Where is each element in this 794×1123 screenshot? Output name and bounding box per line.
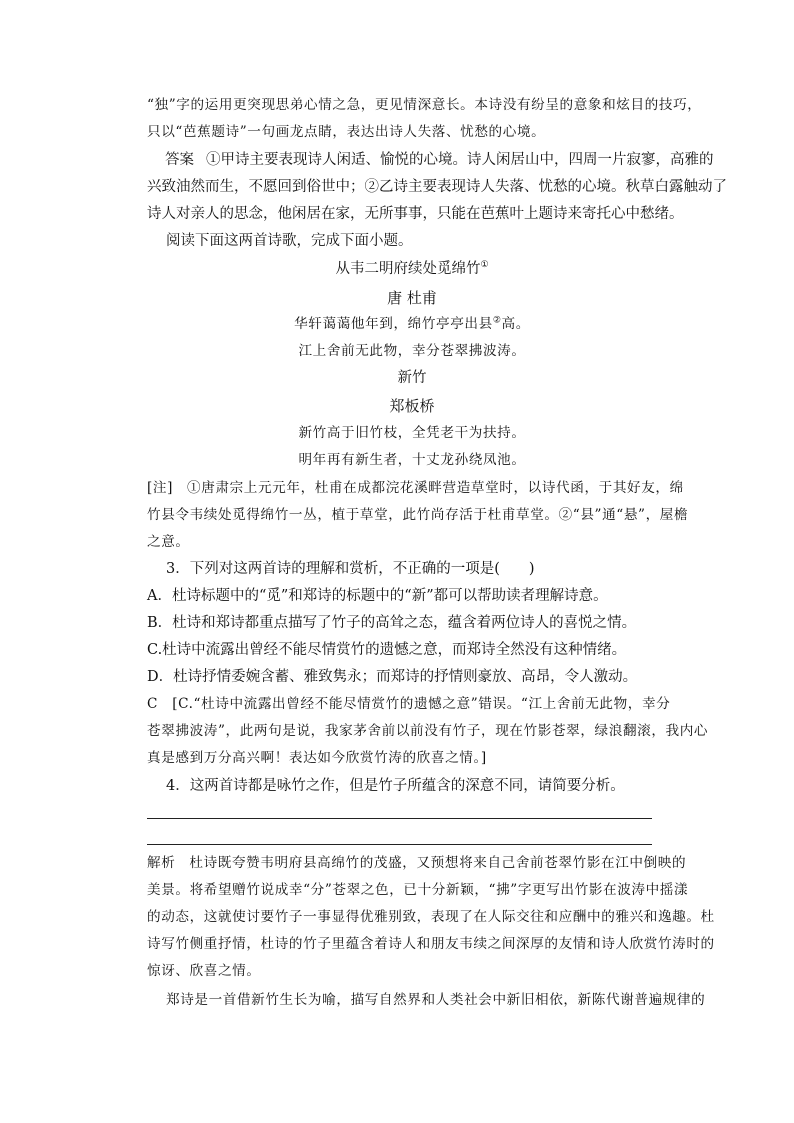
analysis-line: 郑诗是一首借新竹生长为喻，描写自然界和人类社会中新旧相依，新陈代谢普遍规律的: [166, 992, 706, 1008]
poem1-title-text: 从韦二明府续处觅绵竹: [335, 261, 481, 277]
analysis-line: 美景。将希望赠竹说成幸“分”苍翠之色，已十分新颖，“拂”字更写出竹影在波涛中摇漾: [147, 882, 689, 898]
note-line: 竹县令韦续处觅得绵竹一丛，植于草堂，此竹尚存活于杜甫草堂。②“县”通“悬”，屋檐: [147, 507, 689, 523]
analysis-text: 杜诗既夸赞韦明府县高绵竹的茂盛，又预想将来自己舍前苍翠竹影在江中倒映的: [189, 855, 687, 871]
poem1-line: [147, 314, 677, 334]
text-line: “独”字的运用更突现思弟心情之急，更见情深意长。本诗没有纷呈的意象和炫目的技巧，: [147, 97, 702, 113]
poem1-title: [147, 259, 677, 279]
note-label: [注]: [147, 480, 174, 496]
analysis-label: 解析: [147, 855, 176, 871]
question-3: 3．下列对这两首诗的理解和赏析，不正确的一项是( ): [166, 561, 535, 577]
q3-answer-line: C [C.“杜诗中流露出曾经不能尽情赏竹的遗憾之意”错误。“江上舍前无此物，幸分: [147, 696, 671, 712]
analysis-line: 诗写竹侧重抒情，杜诗的竹子里蕴含着诗人和朋友韦续之间深厚的友情和诗人欣赏竹涛时的: [147, 936, 715, 952]
note-text: ①唐肃宗上元元年，杜甫在成都浣花溪畔营造草堂时，以诗代函，于其好友，绵: [187, 480, 684, 496]
analysis-line: 惊讶、欣喜之情。: [147, 963, 261, 979]
intro-text: 阅读下面这两首诗歌，完成下面小题。: [166, 233, 413, 249]
answer-text: ①甲诗主要表现诗人闲适、愉悦的心境。诗人闲居山中，四周一片寂寥，高雅的: [206, 152, 714, 168]
poem1-author: 唐 杜甫: [387, 289, 437, 307]
answer-label: 答案: [165, 152, 194, 168]
poem-text: 高。: [501, 316, 530, 332]
option-a: A．杜诗标题中的“觅”和郑诗的标题中的“新”都可以帮助读者理解诗意。: [147, 588, 608, 604]
note-line: 之意。: [147, 534, 190, 550]
answer-line: 诗人对亲人的思念，他闲居在家，无所事事，只能在芭蕉叶上题诗来寄托心中愁绪。: [147, 206, 684, 222]
option-c: C.杜诗中流露出曾经不能尽情赏竹的遗憾之意，而郑诗全然没有这种情绪。: [147, 642, 627, 658]
poem1-line: 江上舍前无此物，幸分苍翠拂波涛。: [298, 343, 526, 359]
poem2-line: 新竹高于旧竹枝，全凭老干为扶持。: [298, 425, 526, 441]
analysis-line: 的动态，这就使讨要竹子一事显得优雅别致，表现了在人际交往和应酬中的雅兴和逸趣。杜: [147, 909, 715, 925]
answer-line: [147, 150, 714, 170]
analysis-line: [147, 853, 687, 873]
answer-blank-line: [147, 844, 652, 845]
poem2-title: 新竹: [397, 370, 427, 386]
question-4: 4．这两首诗都是咏竹之作，但是竹子所蕴含的深意不同，请简要分析。: [166, 778, 625, 794]
q3-answer-line: 真是感到万分高兴啊！表达如今欣赏竹涛的欣喜之情。]: [147, 750, 487, 766]
option-d: D．杜诗抒情委婉含蓄、雅致隽永；而郑诗的抒情则豪放、高昂，令人激动。: [147, 669, 638, 685]
footnote-marker: ①: [480, 260, 489, 271]
footnote-marker: ②: [492, 315, 502, 326]
poem-text: 华轩蔼蔼他年到，绵竹亭亭出县: [294, 316, 493, 332]
q3-answer-line: 苍翠拂波涛”，此两句是说，我家茅舍前以前没有竹子，现在竹影苍翠，绿浪翻滚，我内心: [147, 723, 709, 739]
poem2-author: 郑板桥: [389, 397, 435, 415]
answer-line: 兴致油然而生，不愿回到俗世中；②乙诗主要表现诗人失落、忧愁的心境。秋草白露触动了: [147, 179, 727, 195]
poem2-line: 明年再有新生者，十丈龙孙绕凤池。: [298, 452, 526, 468]
option-b: B．杜诗和郑诗都重点描写了竹子的高耸之态，蕴含着两位诗人的喜悦之情。: [147, 615, 637, 631]
answer-blank-line: [147, 818, 652, 819]
note-line: [147, 478, 684, 498]
text-line: 只以“芭蕉题诗”一句画龙点睛，表达出诗人失落、忧愁的心境。: [147, 124, 546, 140]
